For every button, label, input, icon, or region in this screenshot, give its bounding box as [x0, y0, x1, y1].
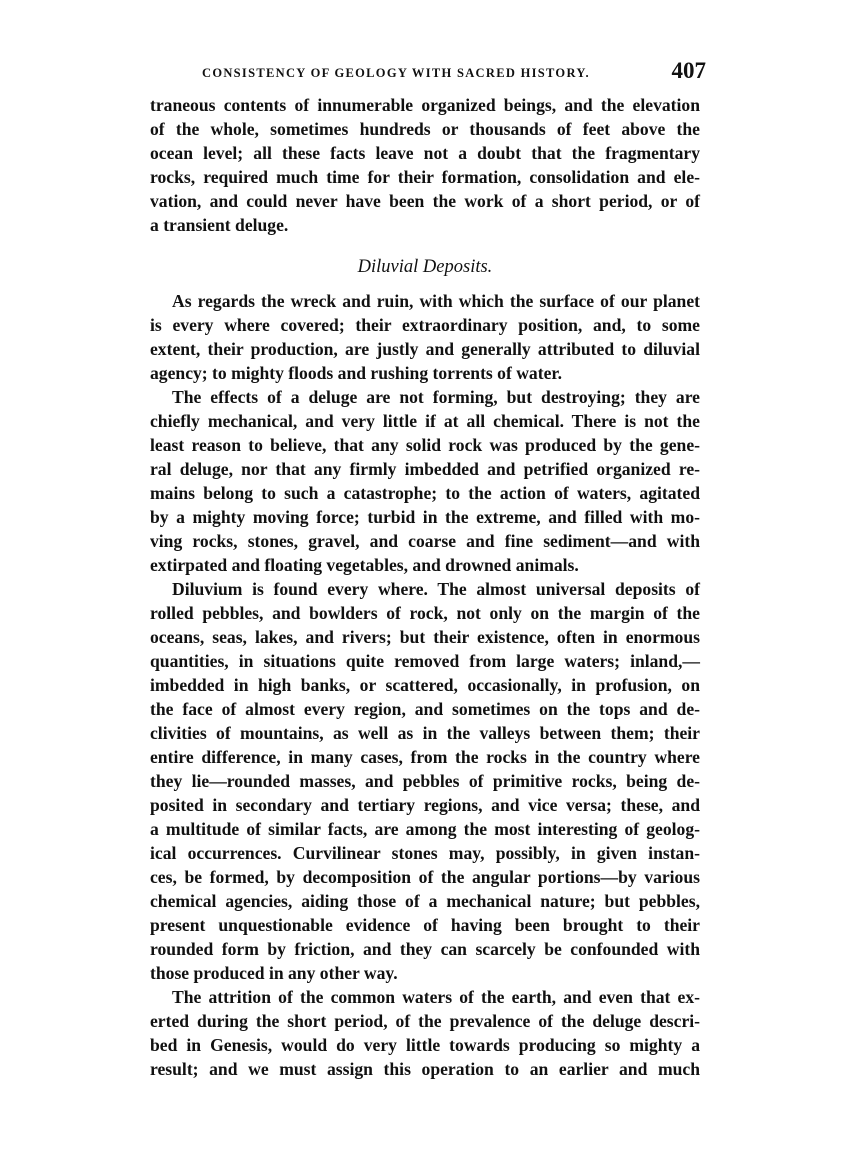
- text-line: they lie—rounded masses, and pebbles of primitive rocks, being de-: [150, 771, 700, 791]
- text-line: ral deluge, nor that any firmly imbedded and petrified organized re-: [150, 459, 700, 479]
- text-line: result; and we must assign this operation to an earlier and much: [150, 1059, 700, 1079]
- page-number: 407: [671, 58, 706, 83]
- text-line: oceans, seas, lakes, and rivers; but their existence, often in enormous: [150, 627, 700, 647]
- text-line: traneous contents of innumerable organized beings, and the elevation: [150, 95, 700, 115]
- text-line: those produced in any other way.: [150, 963, 398, 983]
- paragraph: [150, 93, 700, 237]
- text-line: Diluvium is found every where. The almost universal deposits of: [172, 579, 700, 599]
- text-line: rolled pebbles, and bowlders of rock, not only on the margin of the: [150, 603, 700, 623]
- text-line: The effects of a deluge are not forming, but destroying; they are: [172, 387, 700, 407]
- paragraph: [150, 385, 700, 577]
- text-line: extent, their production, are justly and generally attributed to diluvial: [150, 339, 700, 359]
- text-line: As regards the wreck and ruin, with which the surface of our planet: [172, 291, 700, 311]
- paragraph: [150, 577, 700, 985]
- text-line: chemical agencies, aiding those of a mechanical nature; but pebbles,: [150, 891, 700, 911]
- text-line: mains belong to such a catastrophe; to the action of waters, agitated: [150, 483, 700, 503]
- text-line: imbedded in high banks, or scattered, occasionally, in profusion, on: [150, 675, 700, 695]
- running-title: CONSISTENCY OF GEOLOGY WITH SACRED HISTORY.: [202, 66, 590, 80]
- text-line: ving rocks, stones, gravel, and coarse and fine sediment—and with: [150, 531, 700, 551]
- text-line: clivities of mountains, as well as in the valleys between them; their: [150, 723, 700, 743]
- running-head: [150, 58, 706, 88]
- text-line: a multitude of similar facts, are among the most interesting of geolog-: [150, 819, 700, 839]
- text-line: erted during the short period, of the prevalence of the deluge descri-: [150, 1011, 700, 1031]
- text-line: vation, and could never have been the work of a short period, or of: [150, 191, 700, 211]
- text-line: least reason to believe, that any solid rock was produced by the gene-: [150, 435, 700, 455]
- text-line: entire difference, in many cases, from the rocks in the country where: [150, 747, 700, 767]
- text-line: ces, be formed, by decomposition of the angular portions—by various: [150, 867, 700, 887]
- body-text: [150, 93, 700, 1081]
- text-line: quantities, in situations quite removed from large waters; inland,—: [150, 651, 700, 671]
- text-line: posited in secondary and tertiary regions, and vice versa; these, and: [150, 795, 700, 815]
- paragraph: [150, 289, 700, 385]
- paragraph: [150, 985, 700, 1081]
- text-line: ocean level; all these facts leave not a doubt that the fragmentary: [150, 143, 700, 163]
- text-line: is every where covered; their extraordinary position, and, to some: [150, 315, 700, 335]
- text-line: agency; to mighty floods and rushing torrents of water.: [150, 363, 562, 383]
- section-heading: Diluvial Deposits.: [357, 257, 493, 277]
- text-line: a transient deluge.: [150, 215, 289, 235]
- text-line: of the whole, sometimes hundreds or thousands of feet above the: [150, 119, 700, 139]
- text-line: present unquestionable evidence of having been brought to their: [150, 915, 700, 935]
- text-line: by a mighty moving force; turbid in the extreme, and filled with mo-: [150, 507, 700, 527]
- text-line: The attrition of the common waters of the earth, and even that ex-: [172, 987, 700, 1007]
- text-line: rounded form by friction, and they can scarcely be confounded with: [150, 939, 700, 959]
- text-line: bed in Genesis, would do very little towards producing so mighty a: [150, 1035, 700, 1055]
- text-line: rocks, required much time for their formation, consolidation and ele-: [150, 167, 700, 187]
- text-line: the face of almost every region, and sometimes on the tops and de-: [150, 699, 700, 719]
- text-line: extirpated and floating vegetables, and drowned animals.: [150, 555, 579, 575]
- text-line: chiefly mechanical, and very little if at all chemical. There is not the: [150, 411, 700, 431]
- text-line: ical occurrences. Curvilinear stones may, possibly, in given instan-: [150, 843, 700, 863]
